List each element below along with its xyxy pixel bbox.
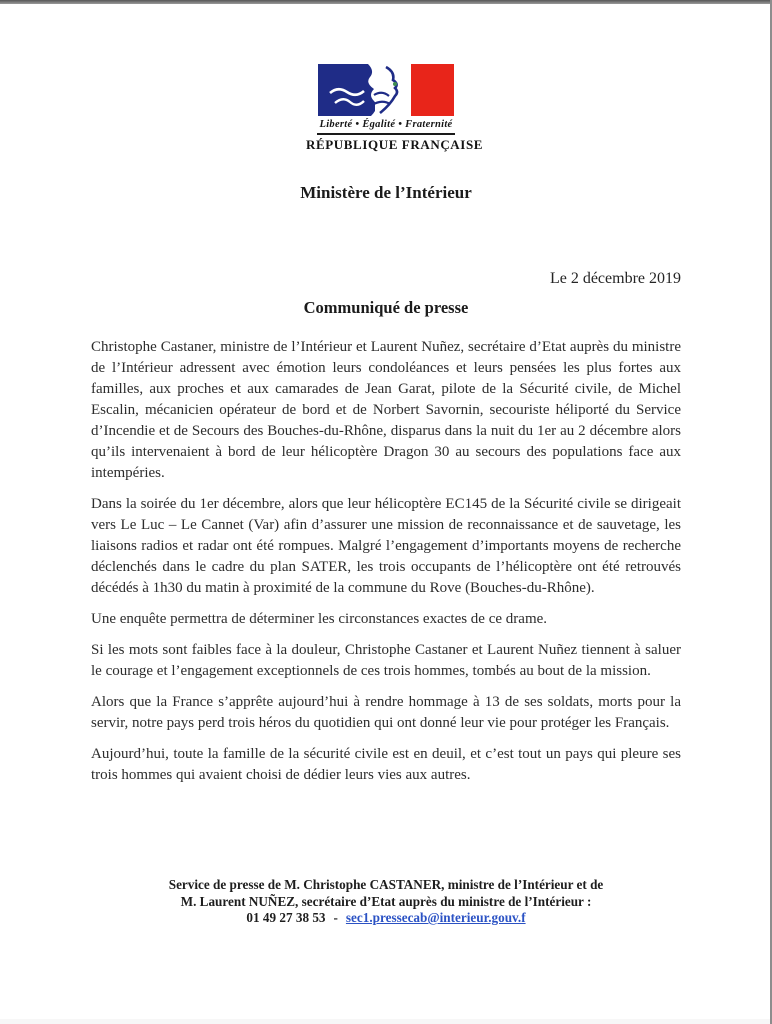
footer-line-1: Service de presse de M. Christophe CASTANER, ministre de l’Intérieur et de (168, 877, 604, 892)
phone-number: 01 49 27 38 53 (246, 910, 326, 925)
press-contact-footer (0, 877, 772, 927)
paragraph-5: Alors que la France s’apprête aujourd’hui à rendre hommage à 13 de ses soldats, morts pour la servir, notre pays perd trois héros du quotidien qui ont donné leur vie pour protéger les Français. (91, 694, 681, 731)
french-flag-marianne-icon (318, 64, 454, 116)
paragraph-2: Dans la soirée du 1er décembre, alors que leur hélicoptère EC145 de la Sécurité civile se dirigeait vers Le Luc – Le Cannet (Var) afin d’assurer une mission de reconnaissance et de sauvetage, les liaisons radios et radar ont été rompues. Malgré l’engagement d’importants moyens de recherche déclenchés dans le cadre du plan SATER, les trois occupants de l’hélicoptère ont été retrouvés décédés à 1h30 du matin à proximité de la commune du Rove (Bouches-du-Rhône). (91, 496, 681, 596)
footer-line-3 (0, 910, 772, 927)
republique-francaise-logo (306, 64, 484, 153)
paragraph-4: Si les mots sont faibles face à la douleur, Christophe Castaner et Laurent Nuñez tiennent à saluer le courage et l’engagement exceptionnels de ces trois hommes, tombés au bout de la mission. (91, 642, 681, 679)
paragraph-1: Christophe Castaner, ministre de l’Intérieur et Laurent Nuñez, secrétaire d’Etat auprès du ministre de l’Intérieur adressent avec émotion leurs condoléances et leurs pensées les plus fortes aux familles, aux proches et aux camarades de Jean Garat, pilote de la Sécurité civile, de Michel Escalin, mécanicien opérateur de bord et de Norbert Savornin, secouriste héliporté du Service d’Incendie et de Secours des Bouches-du-Rhône, disparus dans la nuit du 1er au 2 décembre alors qu’ils intervenaient à bord de leur hélicoptère Dragon 30 au secours des populations face aux intempéries. (91, 339, 681, 481)
paragraph-6: Aujourd’hui, toute la famille de la sécurité civile est en deuil, et c’est tout un pays qui pleure ses trois hommes qui avaient choisi de dédier leurs vies aux autres. (91, 746, 681, 783)
logo-divider-line (317, 133, 455, 135)
footer-separator: - (333, 910, 338, 925)
date-line: Le 2 décembre 2019 (549, 270, 681, 287)
paragraph-3: Une enquête permettra de déterminer les circonstances exactes de ce drame. (91, 611, 548, 627)
ministry-title: Ministère de l’Intérieur (300, 183, 472, 202)
logo-republic-label: RÉPUBLIQUE FRANÇAISE (306, 137, 484, 152)
logo-motto: Liberté • Égalité • Fraternité (319, 119, 453, 130)
footer-line-2: M. Laurent NUÑEZ, secrétaire d’Etat auprès du ministre de l’Intérieur : (180, 893, 592, 909)
press-release-title: Communiqué de presse (303, 298, 469, 317)
document-body (91, 268, 681, 796)
email-link[interactable]: sec1.pressecab@interieur.gouv.f (345, 910, 526, 925)
bottom-border-strip (0, 1019, 770, 1024)
top-border-bar (0, 0, 772, 4)
